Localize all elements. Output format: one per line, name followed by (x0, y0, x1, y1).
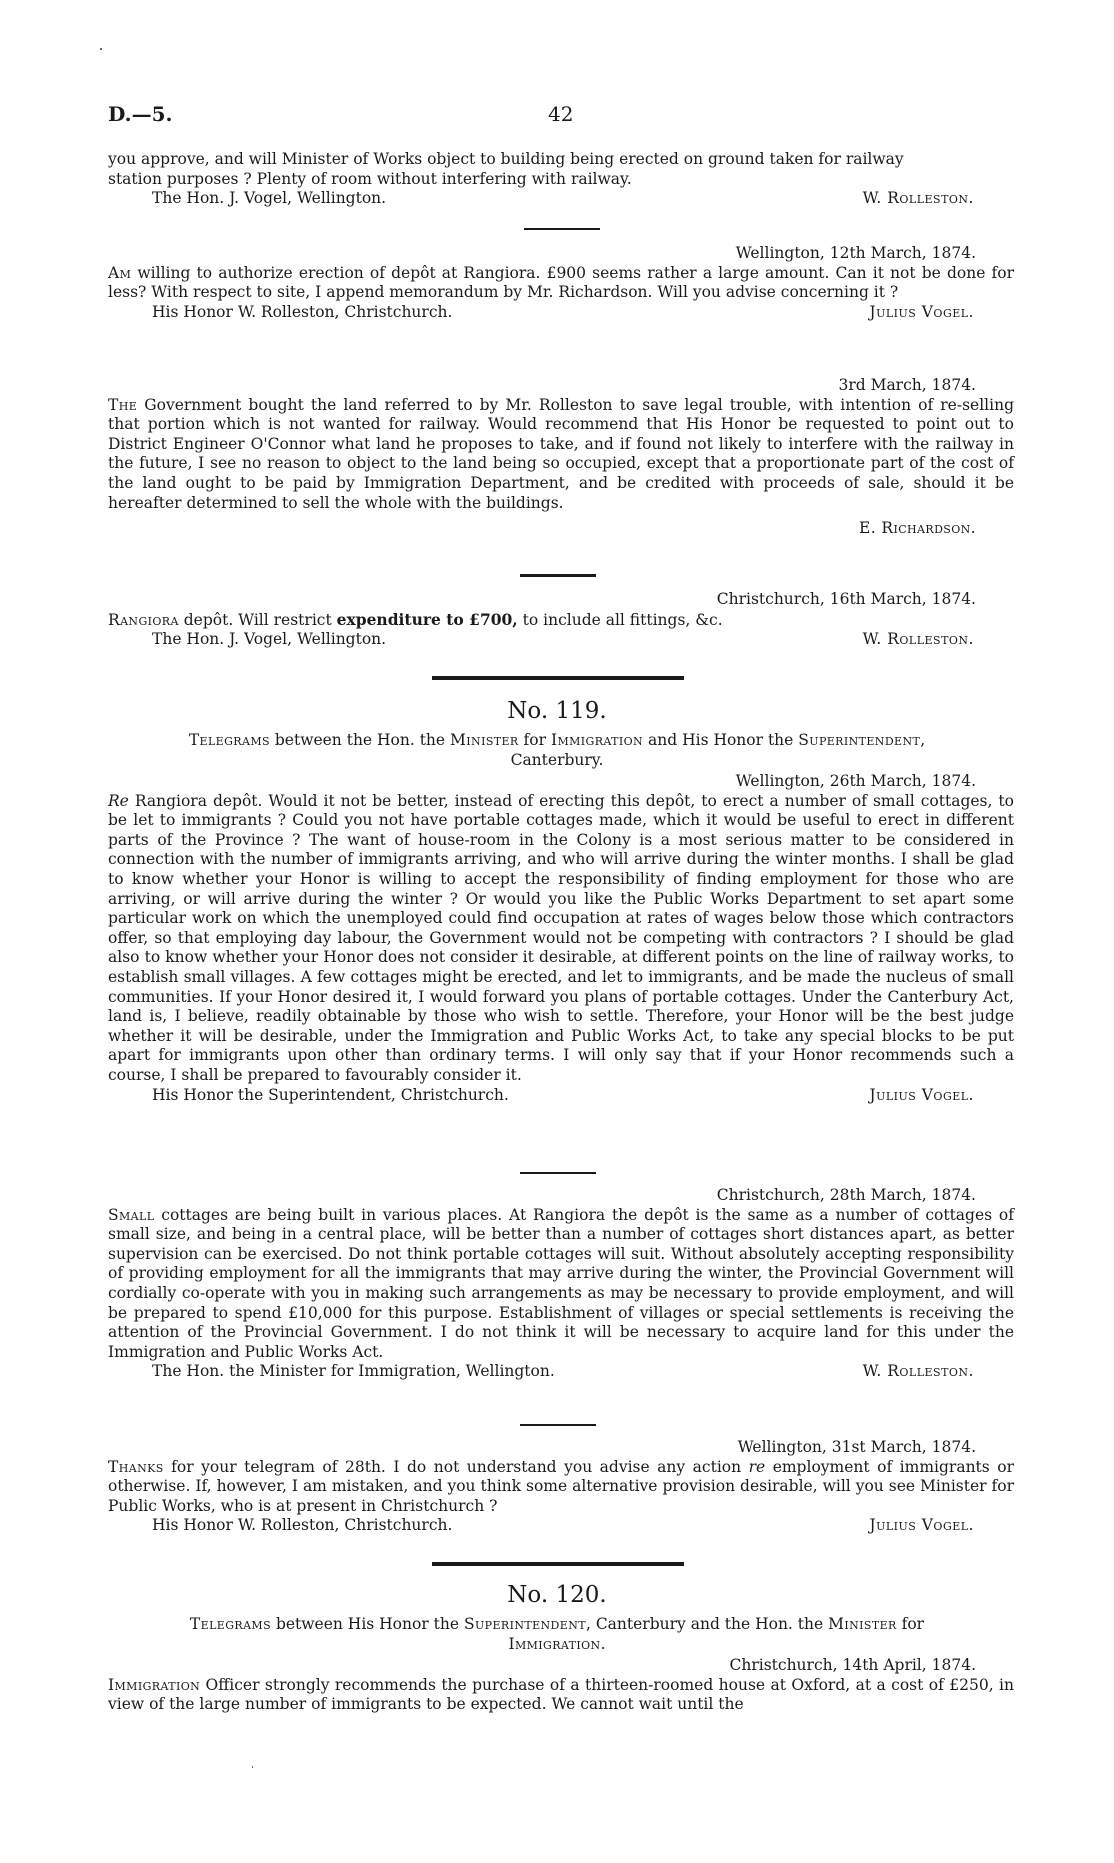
telegram (108, 1186, 1014, 1382)
lead-word: Small (108, 1205, 155, 1224)
telegram-body (108, 610, 1014, 631)
body-line: you approve, and will Minister of Works object to building being erected on ground taken for railway (108, 150, 904, 168)
body-text: depôt. Will restrict (178, 610, 337, 629)
dateline: Wellington, 12th March, 1874. (735, 244, 976, 262)
body-text: willing to authorize erection of depôt at Rangiora. £900 seems rather a large amount. Can it not be done for less? With respect to site, I append memorandum by Mr. Richardson. Will you advise concerning it ? (108, 263, 1014, 302)
signatory: W. Rolleston. (862, 1362, 974, 1381)
dateline: 3rd March, 1874. (838, 376, 976, 394)
signatory: Julius Vogel. (869, 1516, 974, 1535)
telegram (108, 772, 1014, 1105)
section-rule (432, 676, 684, 680)
lead-word: Immigration (108, 1675, 201, 1694)
addressee: The Hon. J. Vogel, Wellington. (152, 630, 387, 649)
signatory: E. Richardson. (859, 519, 976, 538)
dateline: Christchurch, 16th March, 1874. (716, 590, 976, 608)
body-text: cottages are being built in various places. At Rangiora the depôt is the same as a number of cottages of small size, and being in a central place, will be better than a number of cottages short distances apart, as better supervision can be exercised. Do not think portable cottages will suit. Without absolutely accepting responsibility of providing employment for all the immigrants that may arrive during the winter, the Provincial Government will cordially co-operate with you in making such arrangements as may be necessary to provide employment, and will be prepared to spend £10,000 for this purpose. Establishment of villages or special settlements is receiving the attention of the Provincial Government. I do not think it will be necessary to acquire land for this under the Immigration and Public Works Act. (108, 1205, 1014, 1361)
dateline: Wellington, 31st March, 1874. (737, 1438, 976, 1456)
signature-row (108, 630, 1014, 650)
dateline: Christchurch, 28th March, 1874. (716, 1186, 976, 1204)
signatory: Julius Vogel. (869, 302, 974, 321)
memorandum-body (108, 396, 1014, 514)
body-text-emphasis: expenditure to £700, (336, 609, 518, 629)
signature-row (108, 189, 1014, 209)
lead-word: Re (108, 791, 129, 810)
print-speck (252, 1766, 253, 1768)
telegram-body (108, 1206, 1014, 1363)
signatory: W. Rolleston. (862, 630, 974, 649)
addressee: The Hon. J. Vogel, Wellington. (152, 189, 387, 208)
lead-word: Am (108, 263, 132, 282)
body-text: Government bought the land referred to by Mr. Rolleston to save legal trouble, with intention of re-selling that portion which is not wanted for railway. Would recommend that His Honor be requested to point out to District Engineer O'Connor what land he proposes to take, and if found not likely to interfere with the railway in the future, I see no reason to object to the land being so occupied, except that a proportionate part of the cost of the land ought to be paid by Immigration Department, and be credited with proceeds of sale, should it be hereafter determined to sell the whole with the buildings. (108, 395, 1014, 512)
print-speck (100, 48, 102, 50)
addressee: His Honor W. Rolleston, Christchurch. (152, 1516, 453, 1535)
document-reference: D.—5. (108, 102, 173, 126)
telegram-body (108, 792, 1014, 1086)
section-title: No. 120. (507, 1582, 607, 1608)
page-number: 42 (548, 102, 574, 126)
body-text: Officer strongly recommends the purchase of a thirteen-roomed house at Oxford, at a cost of £250, in view of the large number of immigrants to be expected. We cannot wait until the (108, 1675, 1014, 1714)
memorandum (108, 376, 1014, 539)
lead-word: Thanks (108, 1457, 164, 1476)
addressee: His Honor the Superintendent, Christchurch. (152, 1085, 509, 1104)
telegram (108, 1438, 1014, 1536)
telegram-continued (108, 150, 1014, 209)
addressee: The Hon. the Minister for Immigration, Wellington. (152, 1362, 555, 1381)
section-title: No. 119. (507, 698, 607, 724)
separator-rule (520, 1424, 596, 1426)
body-text: Rangiora depôt. Would it not be better, instead of erecting this depôt, to erect a number of small cottages, to be let to immigrants ? Could you not have portable cottages made, which it would be useful to erect in different parts of the Province ? The want of house-room in the Colony is a most serious matter to be considered in connection with the number of immigrants arriving, and who will arrive during the winter months. I shall be glad to know whether your Honor is willing to accept the responsibility of finding employment for those who are arriving, or will arrive during the winter ? Or would you like the Public Works Department to set apart some particular work on which the unemployed could find occupation at rates of wages below those which contractors offer, so that employing day labour, the Government would not be competing with contractors ? I should be glad also to know whether your Honor does not consider it desirable, at different points on the line of railway works, to establish small villages. A few cottages might be erected, and let to immigrants, and be made the nucleus of small communities. If your Honor desired it, I would forward you plans of portable cottages. Under the Canterbury Act, land is, I believe, readily obtainable by those who wish to settle. Therefore, your Honor will be the best judge whether it will be desirable, under the Immigration and Public Works Act, to take any special blocks to be put apart for immigrants upon other than ordinary terms. I will only say that if your Honor recommends such a course, I shall be prepared to favourably consider it. (108, 791, 1014, 1084)
telegram-body (108, 264, 1014, 303)
separator-rule (520, 1172, 596, 1174)
body-text-italic: re (748, 1457, 766, 1476)
section-rule (432, 1562, 684, 1566)
signature-row (108, 1362, 1014, 1382)
section-caption: Telegrams between His Honor the Superintendent, Canterbury and the Hon. the Minister for Immigration. (189, 1615, 925, 1653)
telegram-body (108, 1676, 1014, 1715)
telegram (108, 1656, 1014, 1715)
telegram (108, 244, 1014, 322)
telegram-body (108, 1458, 1014, 1517)
dateline: Christchurch, 14th April, 1874. (729, 1656, 976, 1674)
addressee: His Honor W. Rolleston, Christchurch. (152, 302, 453, 321)
body-line: station purposes ? Plenty of room without interfering with railway. (108, 169, 632, 188)
lead-word: Rangiora (108, 610, 179, 629)
separator-rule (524, 228, 600, 230)
signatory: W. Rolleston. (862, 189, 974, 208)
signature-row (108, 303, 1014, 323)
body-text: for your telegram of 28th. I do not understand you advise any action (163, 1457, 749, 1476)
body-text: to include all fittings, &c. (517, 610, 723, 629)
body-text: employment of immigrants or otherwise. If, however, I am mistaken, and you think some alternative provision desirable, will you see Minister for Public Works, who is at present in Christchurch ? (108, 1457, 1014, 1515)
telegram (108, 590, 1014, 650)
signature-row (108, 1086, 1014, 1106)
signatory: Julius Vogel. (869, 1085, 974, 1104)
signature-row (108, 1516, 1014, 1536)
lead-word: The (108, 395, 138, 414)
dateline: Wellington, 26th March, 1874. (735, 772, 976, 790)
section-caption: Telegrams between the Hon. the Minister for Immigration and His Honor the Superintendent, Canterbury. (188, 731, 926, 769)
separator-rule (520, 574, 596, 577)
